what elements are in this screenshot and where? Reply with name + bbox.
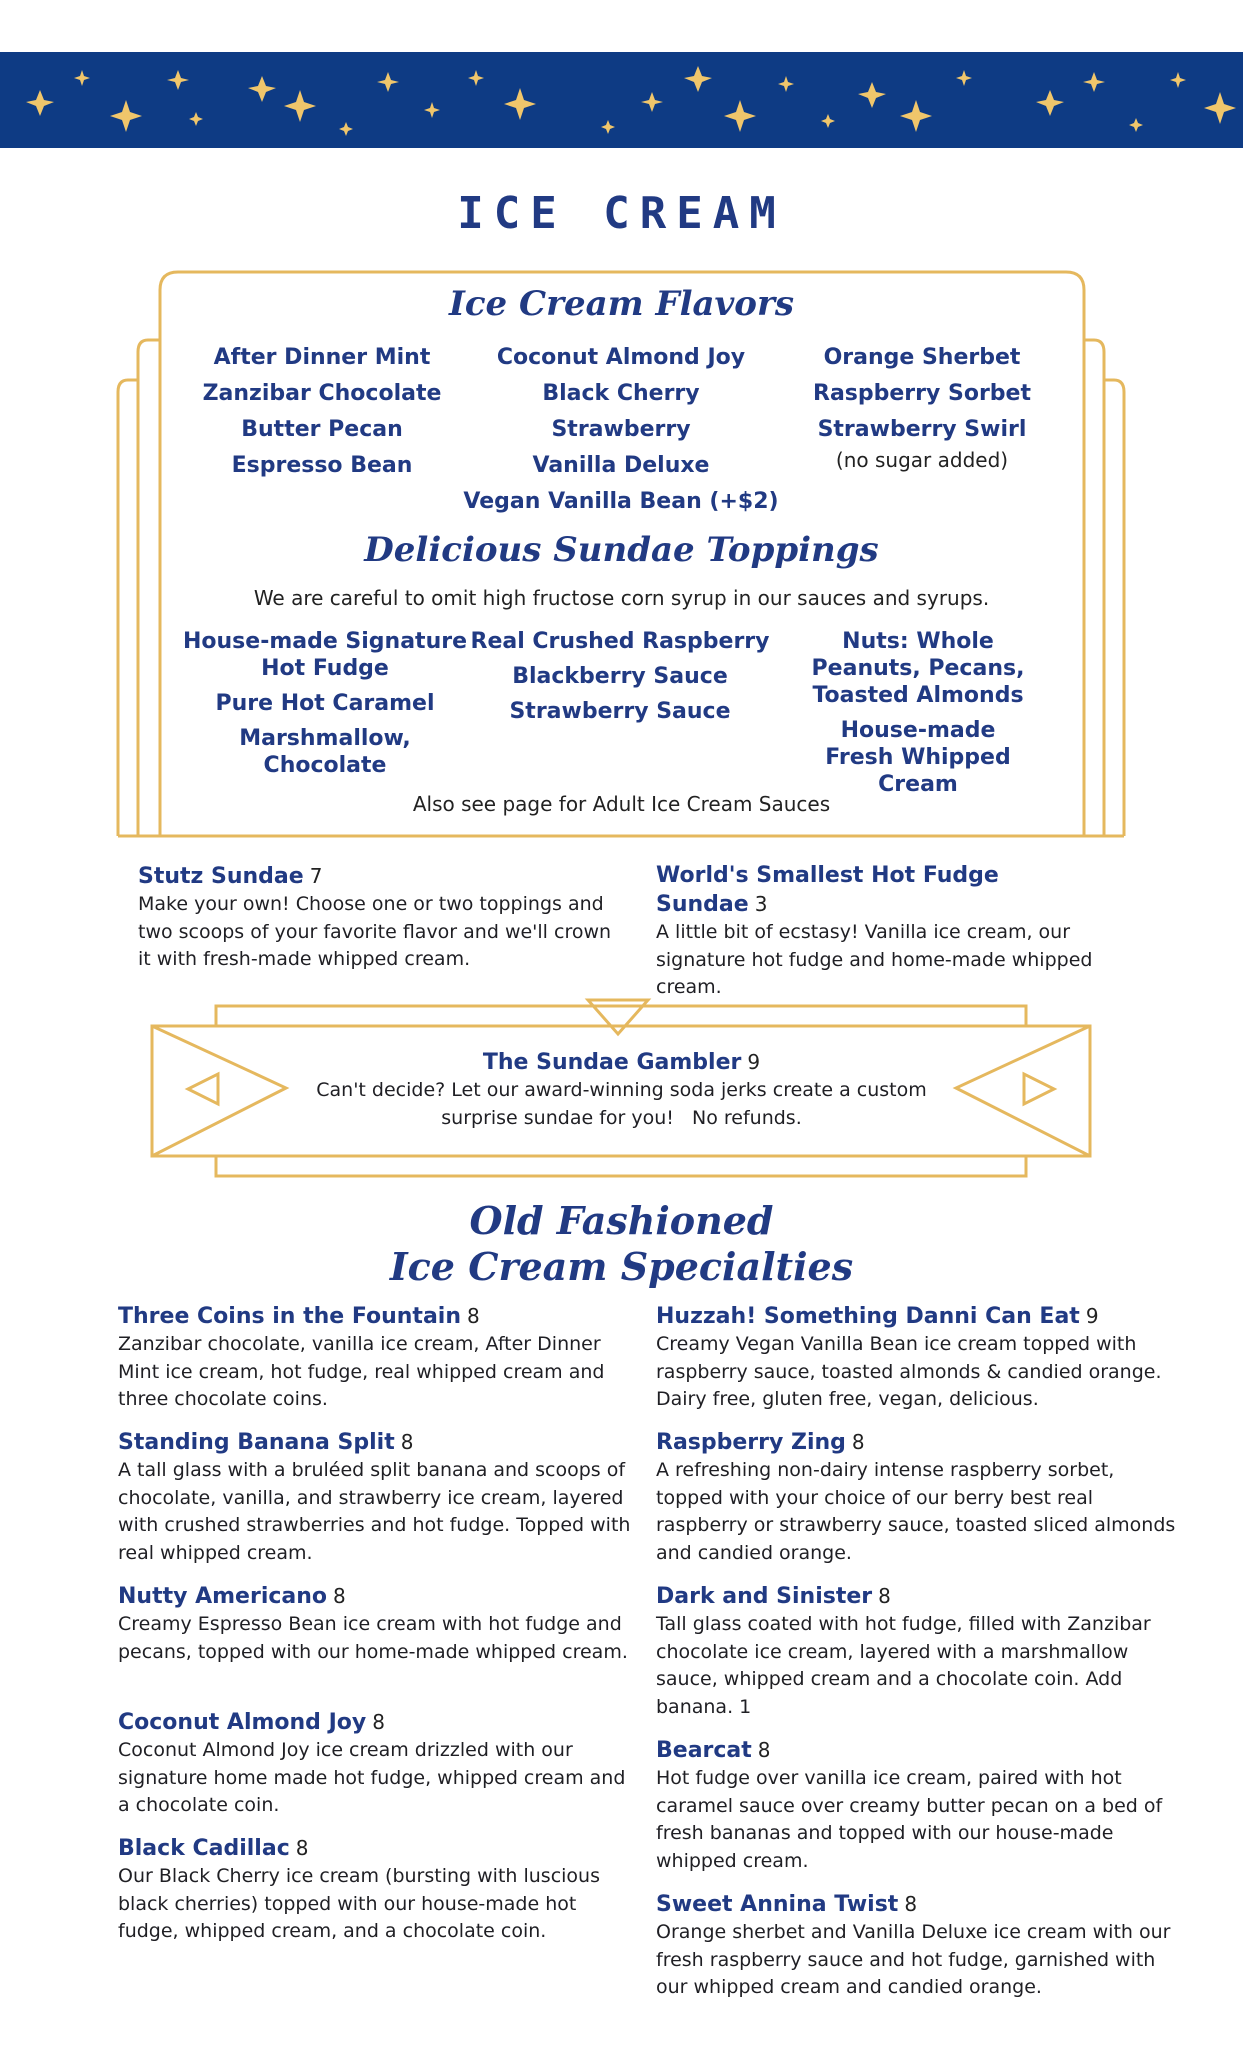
specialty-price: 9	[1085, 1304, 1099, 1328]
specialty-price: 8	[467, 1304, 480, 1328]
flavor-item: Strawberry	[551, 417, 691, 442]
gambler-price: 9	[747, 1050, 761, 1074]
toppings-column-1	[180, 628, 470, 806]
topping-item: Strawberry Sauce	[509, 699, 731, 724]
gambler-right-arrow	[1024, 1074, 1054, 1104]
page-title: ICE CREAM	[457, 188, 786, 239]
flavor-item: Vegan Vanilla Bean (+$2)	[463, 489, 779, 514]
specialties-heading-line2: Ice Cream Specialties	[389, 1244, 854, 1289]
specialty-description: A tall glass with a bruléed split banana and scoops of chocolate, vanilla, and strawberry ice cream, layered with crushed strawberries and hot fudge. Topped with real whipped cream.	[118, 1459, 631, 1564]
specialty-name: Raspberry Zing	[656, 1430, 846, 1455]
topping-item: Nuts: Whole Peanuts, Pecans, Toasted Almonds	[811, 629, 1025, 708]
flavor-item: Butter Pecan	[241, 417, 403, 442]
flavor-item: Zanzibar Chocolate	[202, 381, 442, 406]
specialty-price: 8	[295, 1836, 309, 1860]
sundae-price: 3	[754, 892, 768, 916]
specialty-name: Sweet Annina Twist	[656, 1892, 899, 1917]
specialty-name: Coconut Almond Joy	[118, 1710, 367, 1735]
specialty-name: Black Cadillac	[118, 1836, 290, 1861]
flavor-item: Strawberry Swirl	[817, 417, 1027, 442]
specialty-item	[656, 1736, 1176, 1875]
topping-item: Pure Hot Caramel	[215, 691, 435, 716]
specialties-heading-line1: Old Fashioned	[469, 1198, 774, 1243]
specialties-heading	[0, 1198, 1243, 1290]
toppings-column-3	[770, 628, 1066, 806]
sundae-name: Stutz Sundae	[138, 864, 304, 889]
specialty-description: Our Black Cherry ice cream (bursting with luscious black cherries) topped with our house-made hot fudge, whipped cream, and a chocolate coin.	[118, 1865, 600, 1942]
flavor-item: After Dinner Mint	[213, 345, 431, 370]
specialty-name: Dark and Sinister	[656, 1584, 873, 1609]
specialty-item	[118, 1834, 636, 1946]
flavors-column-3	[798, 340, 1046, 520]
sundae-item	[656, 862, 1116, 1002]
specialty-price: 8	[757, 1738, 771, 1762]
topping-item: House-made Fresh Whipped Cream	[825, 718, 1011, 797]
sundae-item	[138, 862, 618, 974]
specialty-price: 8	[878, 1584, 891, 1608]
flavor-item: Vanilla Deluxe	[532, 453, 710, 478]
specialty-item	[656, 1302, 1176, 1414]
flavors-column-1	[200, 340, 444, 520]
topping-item: Real Crushed Raspberry	[470, 629, 770, 654]
specialty-name: Standing Banana Split	[118, 1430, 395, 1455]
topping-item: Blackberry Sauce	[512, 664, 728, 689]
specialty-name: Bearcat	[656, 1738, 752, 1763]
specialty-price: 8	[400, 1430, 414, 1454]
flavors-column-2	[444, 340, 798, 520]
specialty-name: Three Coins in the Fountain	[118, 1304, 461, 1329]
specialty-price: 8	[333, 1584, 346, 1608]
specialty-description: Hot fudge over vanilla ice cream, paired with hot caramel sauce over creamy butter pecan on a bed of fresh bananas and topped with our house-made whipped cream.	[656, 1767, 1163, 1872]
specialty-description: Tall glass coated with hot fudge, filled with Zanzibar chocolate ice cream, layered with a marshmallow sauce, whipped cream and a chocolate coin. Add banana. 1	[656, 1613, 1151, 1718]
sundae-price: 7	[309, 864, 323, 888]
toppings-footer: Also see page for Adult Ice Cream Sauces	[412, 792, 831, 816]
specialty-price: 8	[851, 1430, 865, 1454]
gambler-description: Can't decide? Let our award-winning soda jerks create a custom surprise sundae for you! No refunds.	[316, 1079, 933, 1129]
flavor-item: Raspberry Sorbet	[813, 381, 1031, 406]
toppings-columns	[180, 628, 1066, 806]
toppings-column-2	[470, 628, 770, 806]
specialty-price: 8	[372, 1710, 385, 1734]
flavor-item: Orange Sherbet	[823, 345, 1021, 370]
gambler-left-arrow	[188, 1074, 218, 1104]
specialty-description: Orange sherbet and Vanilla Deluxe ice cream with our fresh raspberry sauce and hot fudge, garnished with our whipped cream and candied orange.	[656, 1921, 1171, 1998]
sundae-description: Make your own! Choose one or two toppings and two scoops of your favorite flavor and we'll crown it with fresh-made whipped cream.	[138, 893, 612, 970]
specialty-description: Coconut Almond Joy ice cream drizzled with our signature home made hot fudge, whipped cream and a chocolate coin.	[118, 1739, 626, 1816]
specialty-item	[656, 1428, 1176, 1567]
gambler-box	[300, 1048, 943, 1132]
gambler-name: The Sundae Gambler	[482, 1050, 742, 1075]
specialty-item	[118, 1302, 636, 1414]
specialty-description: Zanzibar chocolate, vanilla ice cream, After Dinner Mint ice cream, hot fudge, real whipped cream and three chocolate coins.	[118, 1333, 605, 1410]
specialty-name: Nutty Americano	[118, 1584, 328, 1609]
flavor-item: Coconut Almond Joy	[496, 345, 746, 370]
topping-item: Marshmallow, Chocolate	[239, 726, 411, 778]
flavor-item: Black Cherry	[542, 381, 700, 406]
specialty-price: 8	[904, 1892, 918, 1916]
specialty-name: Huzzah! Something Danni Can Eat	[656, 1304, 1080, 1329]
flavor-note: (no sugar added)	[835, 448, 1009, 472]
toppings-subtitle: We are careful to omit high fructose corn syrup in our sauces and syrups.	[253, 586, 990, 610]
sundae-name: World's Smallest Hot Fudge Sundae	[656, 863, 999, 917]
flavors-heading: Ice Cream Flavors	[448, 284, 795, 324]
specialty-item	[656, 1890, 1176, 2002]
specialty-item	[656, 1582, 1176, 1721]
flavors-columns	[200, 340, 1046, 520]
flavor-item: Espresso Bean	[231, 453, 413, 478]
specialty-item	[118, 1428, 636, 1567]
specialty-item	[118, 1582, 636, 1666]
specialty-description: Creamy Espresso Bean ice cream with hot fudge and pecans, topped with our home-made whipped cream.	[118, 1613, 628, 1663]
topping-item: House-made Signature Hot Fudge	[182, 629, 468, 681]
specialty-item	[118, 1708, 636, 1820]
toppings-heading: Delicious Sundae Toppings	[364, 530, 879, 570]
specialty-description: A refreshing non-dairy intense raspberry sorbet, topped with your choice of our berry best real raspberry or strawberry sauce, toasted sliced almonds and candied orange.	[656, 1459, 1176, 1564]
specialty-description: Creamy Vegan Vanilla Bean ice cream topped with raspberry sauce, toasted almonds & candied orange. Dairy free, gluten free, vegan, delicious.	[656, 1333, 1162, 1410]
sundae-description: A little bit of ecstasy! Vanilla ice cream, our signature hot fudge and home-made whipped cream.	[656, 921, 1093, 998]
